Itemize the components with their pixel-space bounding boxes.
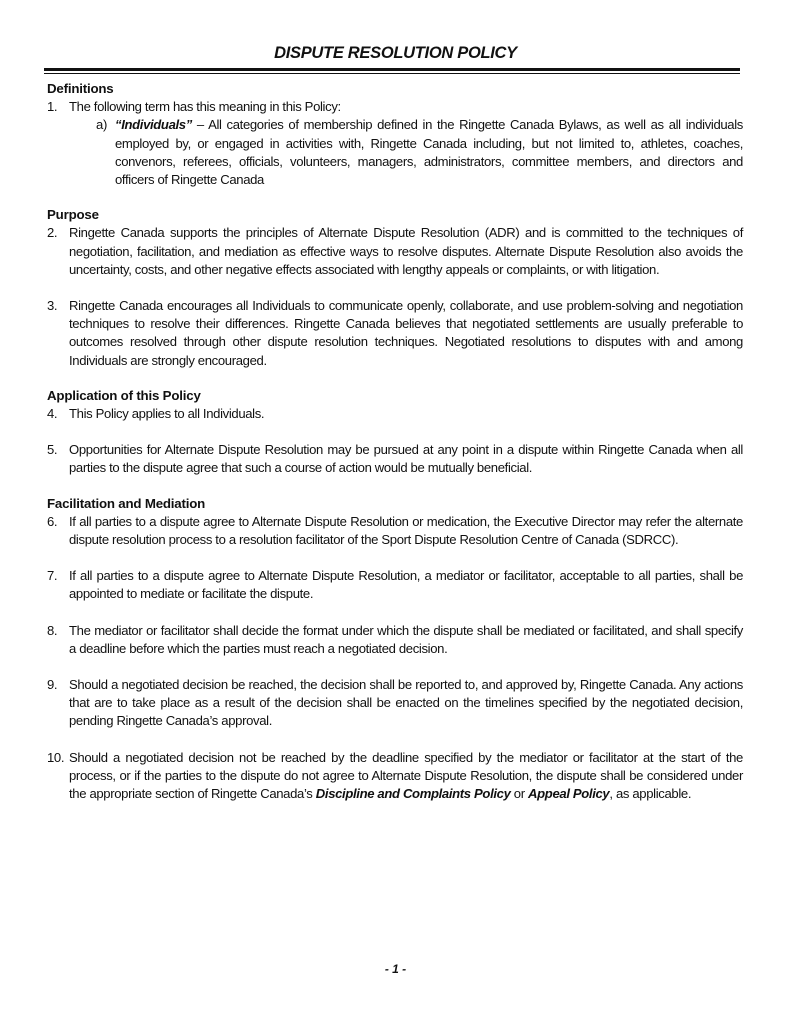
clause-3 bbox=[47, 297, 743, 370]
clause-text: Ringette Canada encourages all Individuals to communicate openly, collaborate, and use problem-solving and negotiation techniques to resolve their differences. Ringette Canada believes that negotiated settlements are usually preferable to outcomes resolved through other dispute resolution techniques. Negotiated resolutions to disputes with and among Individuals are strongly encouraged. bbox=[69, 298, 743, 368]
clause-2 bbox=[47, 224, 743, 279]
clause-6 bbox=[47, 513, 743, 549]
definition-text bbox=[115, 116, 743, 189]
clause-text-part: Should a negotiated decision not be reached by the deadline specified by the mediator or facilitator at the start of the process, or if the parties to the dispute do not agree to Alternate Dispute Resolution, the dispute shall be considered under the appropriate section of Ringette Canada’s bbox=[69, 749, 743, 802]
clause-number: 5. bbox=[47, 442, 58, 458]
defined-term: “Individuals” bbox=[115, 117, 192, 133]
clause-number: 10. bbox=[47, 749, 65, 765]
clause-number: 3. bbox=[47, 298, 58, 314]
clause-4 bbox=[47, 405, 743, 423]
clause-5 bbox=[47, 441, 743, 477]
clause-text: The mediator or facilitator shall decide the format under which the dispute shall be mediated or facilitated, and shall specify a deadline before which the parties must reach a negotiated decision. bbox=[69, 622, 743, 656]
page-number: - 1 - bbox=[384, 962, 407, 976]
definition-body: – All categories of membership defined in the Ringette Canada Bylaws, as well as all individuals employed by, or engaged in activities with, Ringette Canada including, but not limited to, athletes, coaches, convenors, referees, officials, volunteers, managers, administrators, committee members, and directors and officers of Ringette Canada bbox=[115, 117, 743, 188]
clause-number: 8. bbox=[47, 622, 58, 638]
subclause-label: a) bbox=[96, 117, 107, 133]
section-definitions bbox=[47, 80, 743, 189]
clause-number: 7. bbox=[47, 568, 58, 584]
clause-7 bbox=[47, 567, 743, 603]
clause-text: Ringette Canada supports the principles of Alternate Dispute Resolution (ADR) and is committed to the techniques of negotiation, facilitation, and mediation as effective ways to resolve disputes. Alternate Dispute Resolution also avoids the uncertainty, costs, and other negative effects associated with lengthy appeals or complaints, or with litigation. bbox=[69, 225, 743, 277]
clause-text: If all parties to a dispute agree to Alternate Dispute Resolution, a mediator or facilitator, acceptable to all parties, shall be appointed to mediate or facilitate the dispute. bbox=[69, 568, 743, 602]
clause-8 bbox=[47, 622, 743, 658]
clause-1 bbox=[47, 98, 743, 116]
title-rule-thin bbox=[44, 73, 740, 74]
clause-number: 1. bbox=[47, 99, 58, 115]
clause-text-part: , as applicable. bbox=[609, 786, 692, 802]
clause-text: This Policy applies to all Individuals. bbox=[69, 406, 265, 422]
clause-text: If all parties to a dispute agree to Alternate Dispute Resolution or medication, the Executive Director may refer the alternate dispute resolution process to a resolution facilitator of the Sport Dispute Resolution Centre of Canada (SDRCC). bbox=[69, 513, 743, 548]
policy-reference-discipline-complaints: Discipline and Complaints Policy bbox=[315, 786, 511, 802]
section-application bbox=[47, 387, 743, 478]
policy-reference-appeal: Appeal Policy bbox=[528, 786, 610, 802]
title-rule-thick bbox=[44, 68, 740, 71]
section-heading: Facilitation and Mediation bbox=[47, 495, 206, 511]
clause-10 bbox=[47, 749, 743, 804]
clause-number: 9. bbox=[47, 677, 58, 693]
clause-text-part: or bbox=[510, 786, 529, 802]
section-purpose bbox=[47, 206, 743, 370]
clause-9 bbox=[47, 676, 743, 731]
section-facilitation-mediation bbox=[47, 495, 743, 804]
section-heading: Purpose bbox=[47, 207, 99, 223]
clause-text: The following term has this meaning in this Policy: bbox=[69, 99, 341, 115]
page-title: DISPUTE RESOLUTION POLICY bbox=[274, 44, 517, 62]
clause-text: Should a negotiated decision be reached, the decision shall be reported to, and approved by, Ringette Canada. Any actions that are to take place as a result of the decision shall be enacted on the timelines specified by the negotiated decision, pending Ringette Canada’s approval. bbox=[69, 677, 743, 729]
section-heading: Definitions bbox=[47, 81, 114, 96]
clause-number: 4. bbox=[47, 406, 58, 422]
document-body bbox=[47, 80, 743, 803]
section-heading: Application of this Policy bbox=[47, 387, 201, 403]
clause-number: 6. bbox=[47, 513, 58, 529]
clause-number: 2. bbox=[47, 225, 58, 241]
clause-text bbox=[69, 749, 743, 804]
definition-individuals bbox=[69, 116, 743, 189]
clause-text: Opportunities for Alternate Dispute Resolution may be pursued at any point in a dispute within Ringette Canada when all parties to the dispute agree that such a course of action would be mutually beneficial. bbox=[69, 442, 743, 476]
